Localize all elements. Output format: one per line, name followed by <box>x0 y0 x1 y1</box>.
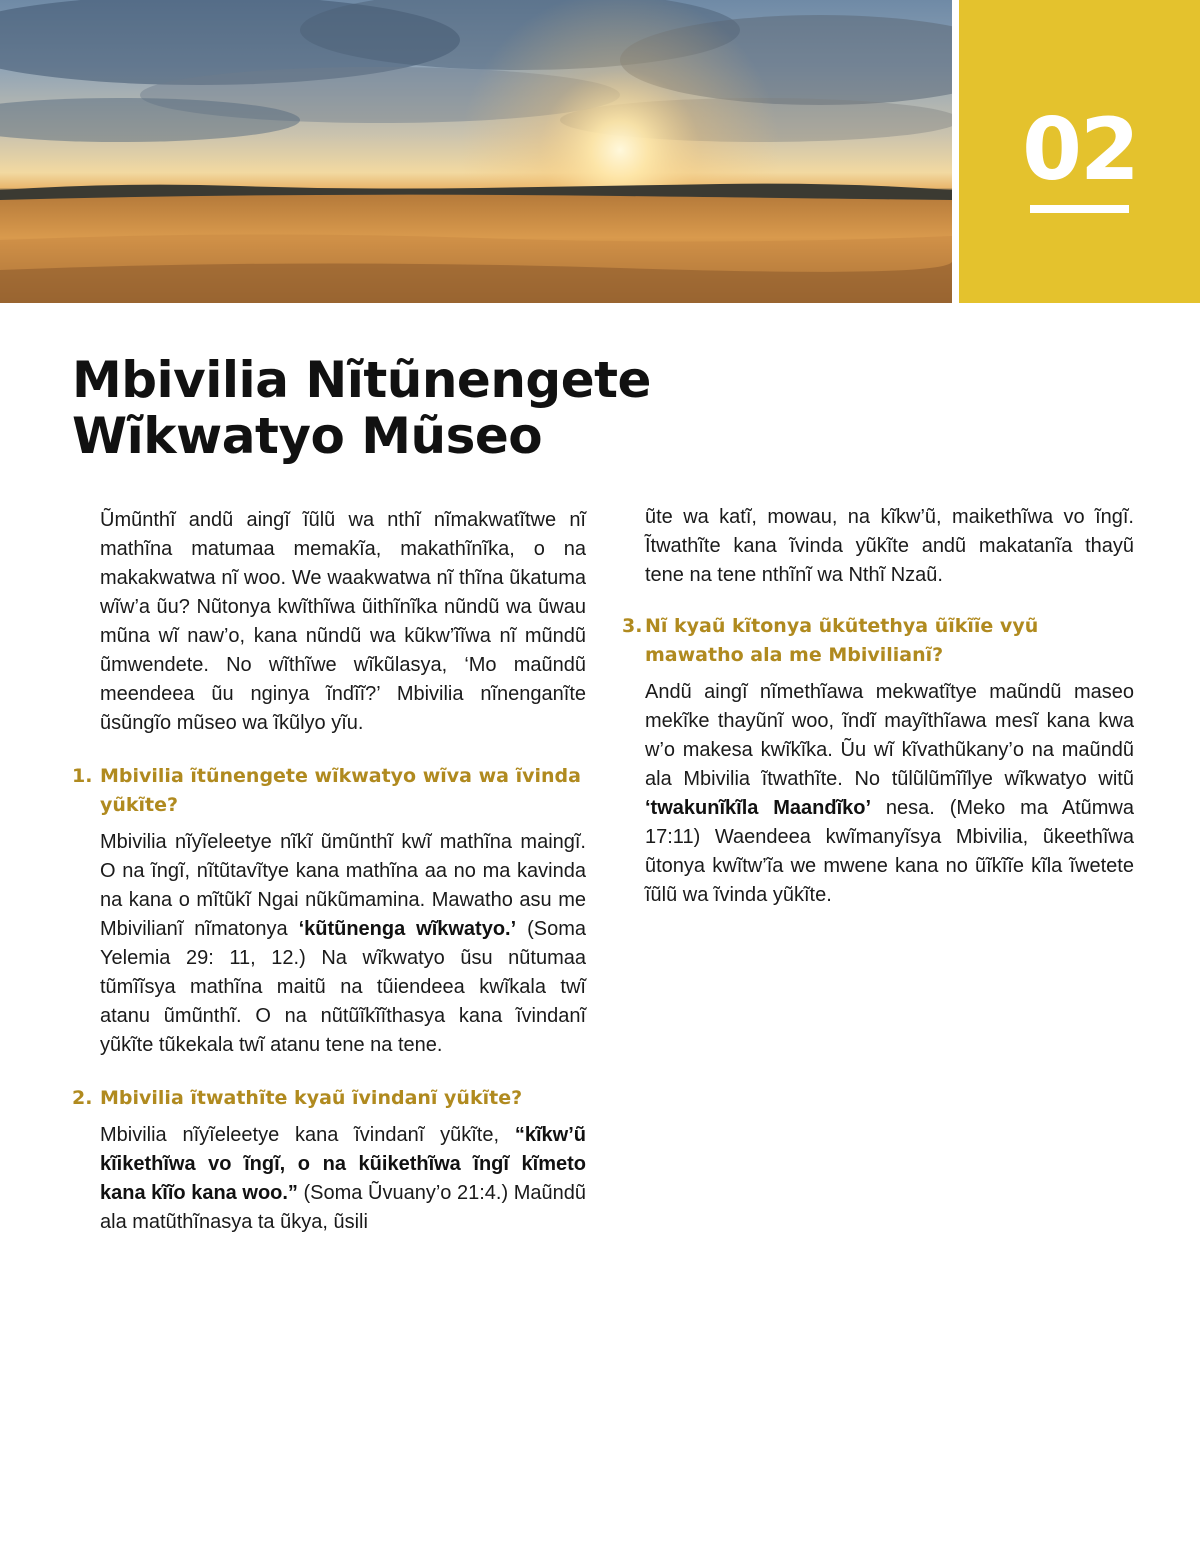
answer-1-text-a: Mbivilia nĩyĩeleetye nĩkĩ ũmũnthĩ kwĩ mathĩna maingĩ. O na ĩngĩ, nĩtũtavĩtye kana mathĩna aa no ma kavinda na kana o mĩtũkĩ Ngai nũkũmamina. Mawatho asu me Mbivilianĩ nĩmatonya <box>100 831 586 940</box>
answer-2-text-a: Mbivilia nĩyĩeleetye kana ĩvindanĩ yũkĩte, <box>100 1124 515 1146</box>
question-3-text: Nĩ kyaũ kĩtonya ũkũtethya ũĩkĩĩe vyũ mawatho ala me Mbivilianĩ? <box>645 615 1039 666</box>
answer-2-paragraph <box>100 1121 586 1237</box>
question-2-text: Mbivilia ĩtwathĩte kyaũ ĩvindanĩ yũkĩte? <box>100 1087 523 1109</box>
question-3 <box>622 612 1134 670</box>
question-3-number: 3. <box>622 615 643 637</box>
wheat-field-sunset-icon <box>0 0 952 303</box>
right-column <box>622 503 1134 910</box>
question-1 <box>72 762 586 820</box>
question-2 <box>72 1084 586 1113</box>
lesson-number: 02 <box>1022 100 1138 200</box>
answer-2-text-b: (Soma Ũvuany’o 21:4.) Maũndũ ala matũthĩnasya ta ũkya, ũsili <box>100 1182 586 1233</box>
page-title <box>72 352 672 464</box>
title-line-2: Wĩkwatyo Mũseo <box>72 407 543 465</box>
answer-1-text-b: (Soma Yelemia 29: 11, 12.) Na wĩkwatyo ũsu nũtumaa tũmĩĩsya mathĩna maitũ na tũiendeea kwĩkala twĩ atanu ũmũnthĩ. O na nũtũĩkĩĩthasya kana ĩvindanĩ yũkĩte tũkekala twĩ atanu tene na tene. <box>100 918 586 1056</box>
lesson-number-underline <box>1030 205 1129 213</box>
answer-2-continued: ũte wa katĩ, mowau, na kĩkw’ũ, maikethĩwa vo ĩngĩ. Ĩtwathĩte kana ĩvinda yũkĩte andũ makatanĩa thayũ tene na tene nthĩnĩ wa Nthĩ Nzaũ. <box>645 506 1134 586</box>
question-2-number: 2. <box>72 1087 93 1109</box>
question-1-text: Mbivilia ĩtũnengete wĩkwatyo wĩva wa ĩvinda yũkĩte? <box>100 765 581 816</box>
answer-2-emphasis: “kĩkw’ũ kĩikethĩwa vo ĩngĩ, o na kũikethĩwa ĩngĩ kĩmeto kana kĩĩo kana woo.” <box>100 1124 586 1204</box>
left-column <box>72 506 586 1237</box>
title-line-1: Mbivilia Nĩtũnengete <box>72 351 651 409</box>
answer-3-text-a: Andũ aingĩ nĩmethĩawa mekwatĩtye maũndũ maseo mekĩke thayũnĩ woo, ĩndĩ mayĩthĩawa mesĩ kana kwa w’o makesa kwĩkĩka. Ũu wĩ kĩvathũkany’o na maũndũ ala Mbivilia ĩtwathĩte. No tũlũlũmĩĩlye wĩkwatyo witũ <box>645 681 1134 790</box>
question-1-number: 1. <box>72 765 93 787</box>
answer-1-paragraph <box>100 828 586 1060</box>
answer-3-paragraph <box>645 678 1134 910</box>
answer-3-text-b: nesa. (Meko ma Atũmwa 17:11) Waendeea kwĩmanyĩsya Mbivilia, ũkeethĩwa ũtonya kwĩtw’ĩa we mwene kana no ũĩkĩĩe kĩla ĩwetete ĩũlũ wa ĩvinda yũkĩte. <box>645 797 1134 906</box>
answer-1-emphasis: ‘kũtũnenga wĩkwatyo.’ <box>298 918 517 940</box>
answer-3-emphasis: ‘twakunĩkĩla Maandĩko’ <box>645 797 872 819</box>
hero-image <box>0 0 952 303</box>
intro-paragraph: Ũmũnthĩ andũ aingĩ ĩũlũ wa nthĩ nĩmakwatĩtwe nĩ mathĩna matumaa memakĩa, makathĩnĩka, o na makakwatwa nĩ woo. We waakwatwa nĩ thĩna ũkatuma wĩw’a ũu? Nũtonya kwĩthĩwa ũithĩnĩka nũndũ wa ũwau mũna wĩ naw’o, kana nũndũ wa kũkw’ĩĩwa nĩ mũndũ ũmwendete. No wĩthĩwe wĩkũlasya, ‘Mo maũndũ meendeea ũu nginya ĩndĩĩ?’ Mbivilia nĩnenganĩte ũsũngĩo mũseo wa ĩkũlyo yĩu. <box>100 509 586 734</box>
